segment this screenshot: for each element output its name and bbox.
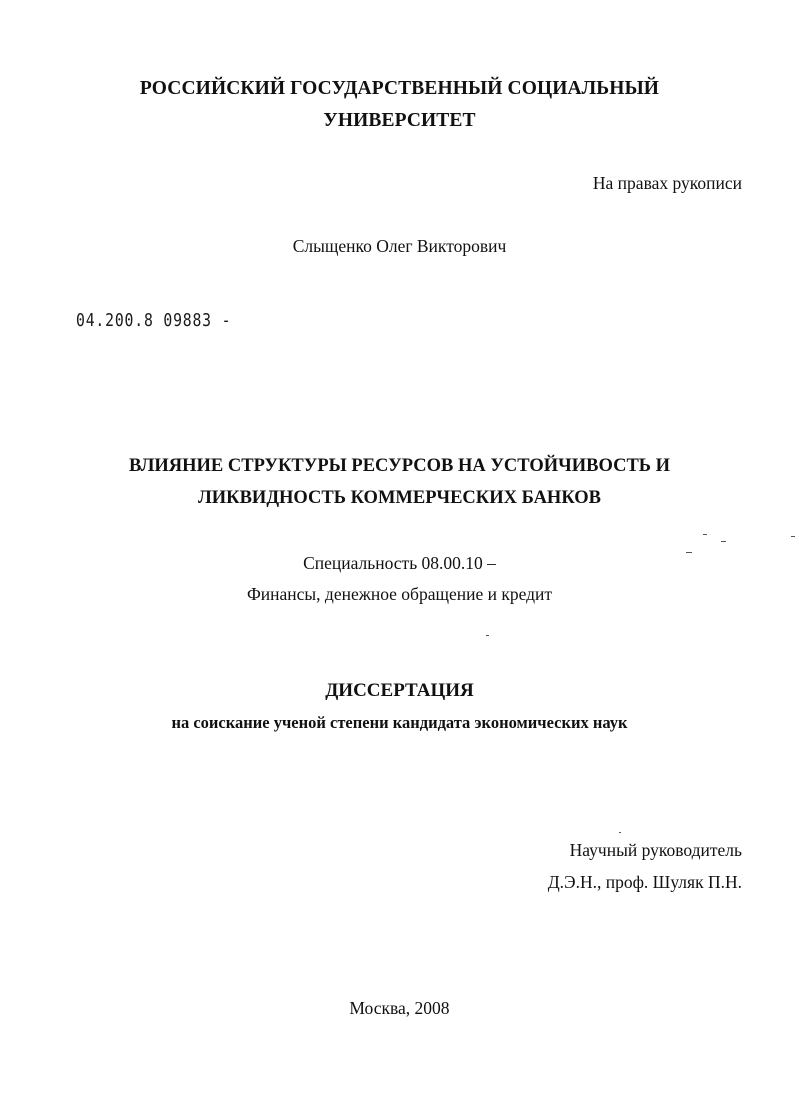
dissertation-title-line2: ЛИКВИДНОСТЬ КОММЕРЧЕСКИХ БАНКОВ (198, 488, 601, 508)
author-name: Слыщенко Олег Викторович (292, 236, 507, 256)
supervisor-label: Научный руководитель (569, 840, 742, 860)
specialty-name: Финансы, денежное обращение и кредит (246, 584, 553, 604)
registration-stamp: 04.200.8 09883 - (76, 310, 232, 331)
scan-speck (721, 541, 726, 542)
supervisor-name: Д.Э.Н., проф. Шуляк П.Н. (547, 872, 742, 892)
work-type-subheading: на соискание ученой степени кандидата экономических наук (171, 713, 628, 732)
manuscript-note: На правах рукописи (592, 173, 742, 193)
dissertation-title-line1: ВЛИЯНИЕ СТРУКТУРЫ РЕСУРСОВ НА УСТОЙЧИВОСТЬ И (128, 456, 671, 476)
scan-speck (619, 832, 621, 833)
work-type-heading: ДИССЕРТАЦИЯ (325, 680, 474, 701)
place-and-year: Москва, 2008 (349, 998, 450, 1018)
scan-speck (791, 536, 795, 537)
scan-speck (686, 552, 692, 553)
university-name-line2: УНИВЕРСИТЕТ (323, 110, 476, 131)
scan-speck (703, 534, 707, 535)
university-name-line1: РОССИЙСКИЙ ГОСУДАРСТВЕННЫЙ СОЦИАЛЬНЫЙ (139, 78, 660, 99)
scan-speck (486, 635, 489, 636)
specialty-code: Специальность 08.00.10 – (303, 553, 496, 573)
